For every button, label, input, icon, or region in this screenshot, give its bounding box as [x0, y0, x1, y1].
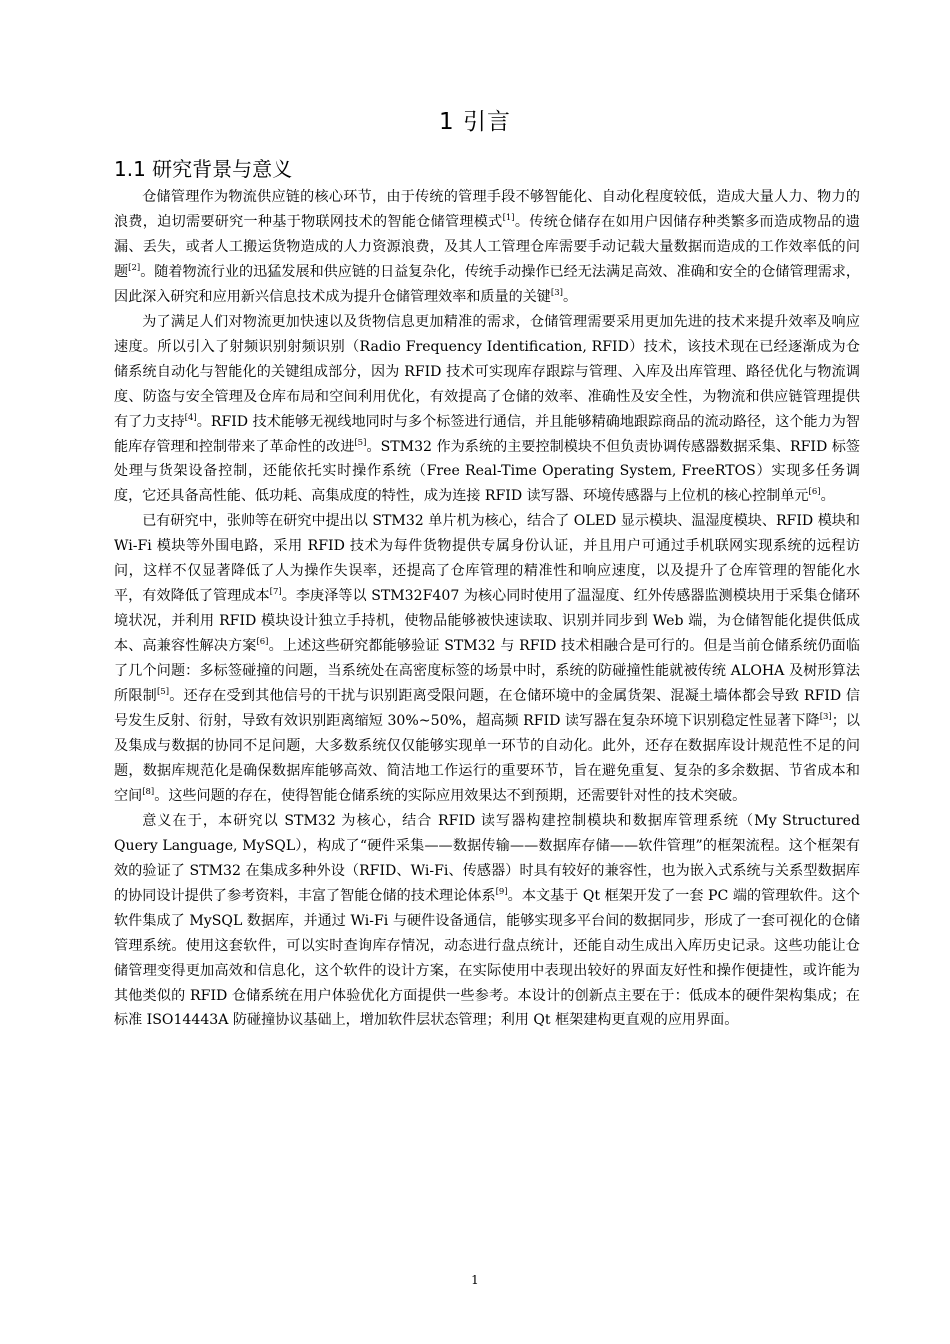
paragraph — [114, 185, 860, 310]
citation-ref: [9] — [495, 886, 508, 897]
paragraph-text: 。这些问题的存在，使得智能仓储系统的实际应用效果达不到预期，还需要针对性的技术突破。 — [154, 787, 747, 804]
citation-ref: [3] — [550, 287, 563, 298]
paragraph-text: 仓储管理作为物流供应链的核心环节，由于传统的管理手段不够智能化、自动化程度较低，造成大量人力、物力的浪费，迫切需要研究一种基于物联网技术的智能仓储管理模式 — [114, 189, 860, 230]
chapter-title: 1 引言 — [439, 109, 511, 135]
paragraph-text: 。随着物流行业的迅猛发展和供应链的日益复杂化，传统手动操作已经无法满足高效、准确和安全的仓储管理需求，因此深入研究和应用新兴信息技术成为提升仓储管理效率和质量的关键 — [114, 263, 861, 305]
paragraph-text: 已有研究中，张帅等在研究中提出以 STM32 单片机为核心，结合了 OLED 显示模块、温湿度模块、RFID 模块和 Wi-Fi 模块等外围电路，采用 RFID 技术为每件货物提供专属身份认证，并且用户可通过手机联网实现系统的远程访问，这样不仅显著降低了人为操作失误率，还提高了仓库管理的精准性和响应速度，以及提升了仓库管理的智能化水平，有效降低了管理成本 — [114, 513, 860, 605]
citation-ref: [6] — [256, 637, 269, 648]
paragraph-text: 。本文基于 Qt 框架开发了一套 PC 端的管理软件。这个软件集成了 MySQL 数据库，并通过 Wi-Fi 与硬件设备通信，能够实现多平台间的数据同步，形成了一套可视化的仓储管理系统。使用这套软件，可以实时查询库存情况，动态进行盘点统计，还能自动生成出入库历史记录。这些功能让仓储管理变得更加高效和信息化，这个软件的设计方案，在实际使用中表现出较好的界面友好性和操作便捷性，或许能为其他类似的 RFID 仓储系统在用户体验优化方面提供一些参考。本设计的创新点主要在于：低成本的硬件架构集成；在标准 ISO14443A 防碰撞协议基础上，增加软件层状态管理；利用 Qt 框架建构更直观的应用界面。 — [114, 887, 860, 1029]
citation-ref: [6] — [808, 487, 821, 498]
citation-ref: [4] — [184, 412, 197, 423]
citation-ref: [3] — [819, 712, 832, 723]
paragraph — [114, 509, 860, 808]
citation-ref: [8] — [142, 786, 155, 797]
page-number: 1 — [471, 1273, 479, 1287]
paragraph-text: 。上述这些研究都能够验证 STM32 与 RFID 技术相融合是可行的。但是当前仓储系统仍面临了几个问题：多标签碰撞的问题，当系统处在高密度标签的场景中时，系统的防碰撞性能就被传统 ALOHA 及树形算法所限制 — [114, 638, 860, 705]
paragraph-text: 。RFID 技术能够无视线地同时与多个标签进行通信，并且能够精确地跟踪商品的流动路径，这个能力为智能库存管理和控制带来了革命性的改进 — [114, 413, 861, 455]
paragraph-text: 。 — [820, 488, 835, 505]
section-title: 1.1 研究背景与意义 — [114, 157, 293, 181]
paragraph-text: 。传统仓储存在如用户因储存种类繁多而造成物品的遗漏、丢失，或者人工搬运货物造成的人力资源浪费，及其人工管理仓库需要手动记载大量数据而造成的工作效率低的问题 — [114, 213, 860, 280]
citation-ref: [2] — [128, 262, 141, 273]
paragraph — [114, 310, 860, 510]
citation-ref: [5] — [354, 437, 367, 448]
paragraph-text: 。STM32 作为系统的主要控制模块不但负责协调传感器数据采集、RFID 标签处理与货架设备控制，还能依托实时操作系统（Free Real-Time Operating System, FreeRTOS）实现多任务调度，它还具备高性能、低功耗、高集成度的特性，成为连接 RFID 读写器、环境传感器与上位机的核心控制单元 — [114, 438, 861, 505]
body-text — [114, 185, 860, 1033]
paragraph-text: ；以及集成与数据的协同不足问题，大多数系统仅仅能够实现单一环节的自动化。此外，还存在数据库设计规范性不足的问题，数据库规范化是确保数据库能够高效、简洁地工作运行的重要环节，旨在避免重复、复杂的多余数据、节省成本和空间 — [114, 713, 860, 804]
paragraph-text: 。还存在受到其他信号的干扰与识别距离受限问题，在仓储环境中的金属货架、混凝土墙体都会导致 RFID 信号发生反射、衍射，导致有效识别距离缩短 30%~50%，超高频 RFID 读写器在复杂环境下识别稳定性显著下降 — [114, 688, 861, 730]
citation-ref: [7] — [269, 587, 282, 598]
citation-ref: [5] — [156, 687, 170, 698]
paragraph-text: 。李庚泽等以 STM32F407 为核心同时使用了温湿度、红外传感器监测模块用于采集仓储环境状况，并利用 RFID 模块设计独立手持机，使物品能够被快速读取、识别并同步到 Web 端，为仓储智能化提供低成本、高兼容性解决方案 — [114, 588, 860, 655]
citation-ref: [1] — [502, 212, 515, 223]
paragraph-text: 为了满足人们对物流更加快速以及货物信息更加精准的需求，仓储管理需要采用更加先进的技术来提升效率及响应速度。所以引入了射频识别射频识别（Radio Frequency Identification, RFID）技术，该技术现在已经逐渐成为仓储系统自动化与智能化的关键组成部分，因为 RFID 技术可实现库存跟踪与管理、入库及出库管理、路径优化与物流调度、防盗与安全管理及仓库布局和空间利用优化，有效提高了仓储的效率、准确性及安全性，为物流和供应链管理提供有了力支持 — [114, 313, 860, 430]
paragraph-text: 意义在于，本研究以 STM32 为核心，结合 RFID 读写器构建控制模块和数据库管理系统（My Structured Query Language, MySQL），构成了“硬件采集——数据传输——数据库存储——软件管理”的框架流程。这个框架有效的验证了 STM32 在集成多种外设（RFID、Wi-Fi、传感器）时具有较好的兼容性，也为嵌入式系统与关系型数据库的协同设计提供了参考资料，丰富了智能仓储的技术理论体系 — [114, 812, 860, 904]
paragraph — [114, 809, 860, 1034]
paragraph-text: 。 — [562, 288, 578, 305]
